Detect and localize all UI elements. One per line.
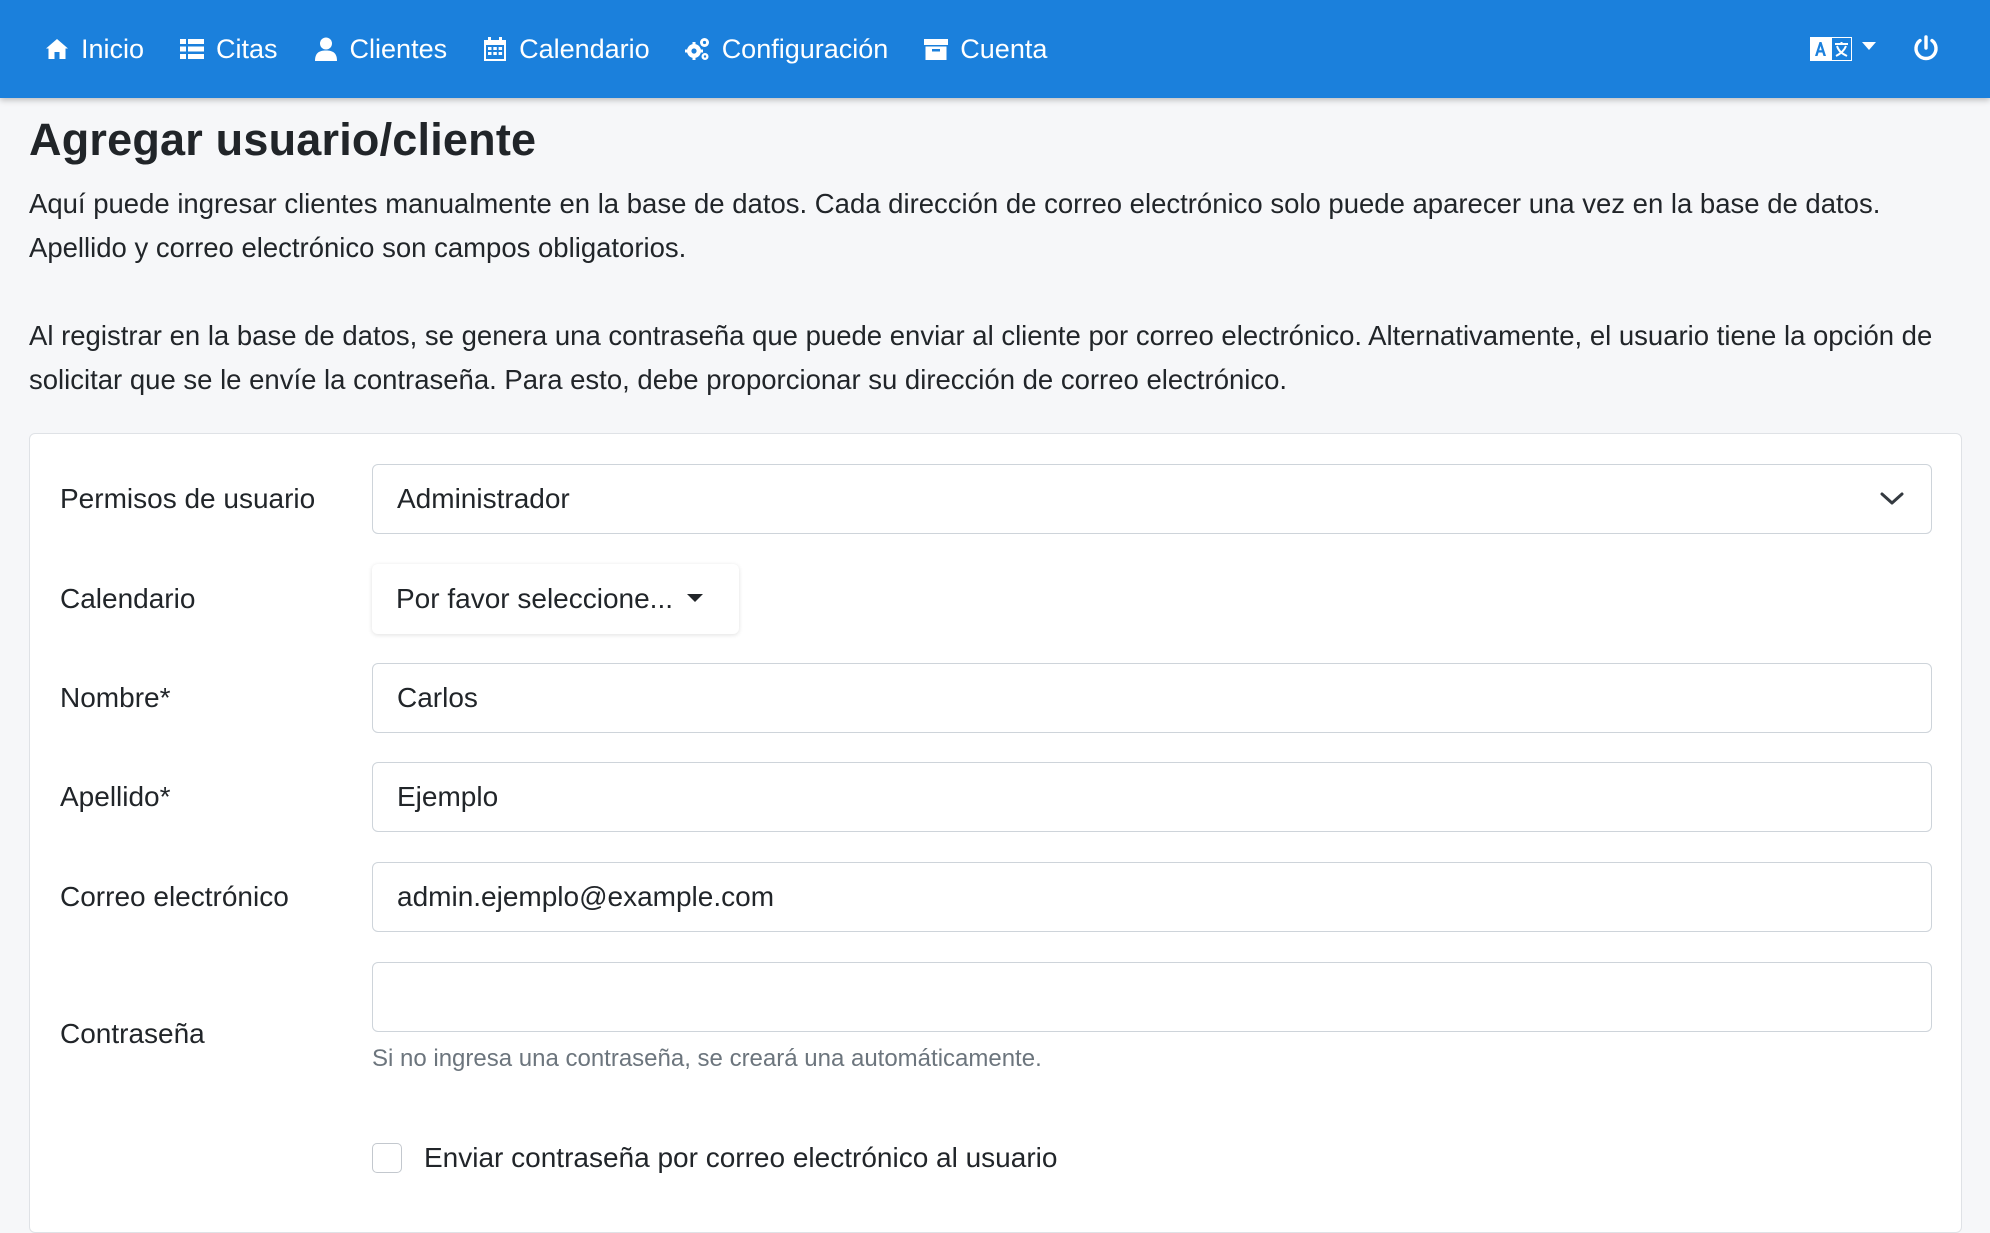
send-password-checkbox[interactable] [372, 1143, 402, 1173]
chevron-down-icon [1879, 491, 1905, 507]
permissions-select[interactable] [372, 464, 1932, 534]
nav-menu [44, 0, 1082, 98]
permissions-selected-value: Administrador [397, 483, 570, 514]
first-name-label: Nombre* [60, 682, 171, 713]
nav-item-label: Calendario [519, 33, 650, 64]
language-dropdown[interactable] [1810, 37, 1876, 61]
nav-item-label: Citas [216, 33, 278, 64]
caret-down-icon [687, 594, 703, 602]
nav-item-citas[interactable] [179, 34, 278, 65]
list-icon [179, 36, 205, 62]
last-name-label: Apellido* [60, 781, 171, 812]
calendar-selected-value: Por favor seleccione... [396, 583, 674, 614]
nav-item-configuracion[interactable] [685, 34, 889, 65]
archive-icon [923, 36, 949, 62]
user-icon [313, 36, 339, 62]
home-icon [44, 36, 70, 62]
nav-item-label: Configuración [721, 33, 889, 64]
nav-item-clientes[interactable] [313, 34, 448, 65]
chevron-down-icon [1862, 42, 1876, 50]
gears-icon [685, 36, 711, 62]
nav-item-label: Inicio [81, 33, 145, 64]
user-form-card [29, 433, 1962, 1233]
password-label: Contraseña [60, 1018, 205, 1049]
nav-item-label: Cuenta [960, 33, 1048, 64]
nav-item-cuenta[interactable] [923, 34, 1047, 65]
page-title: Agregar usuario/cliente [29, 114, 537, 165]
intro-paragraph: Al registrar en la base de datos, se genera una contraseña que puede enviar al cliente por correo electrónico. Alternativamente, el usuario tiene la opción de solicitar que se le envíe la contraseña. Para esto, debe proporcionar su dirección de correo electrónico. [29, 320, 1933, 395]
intro-paragraph: Aquí puede ingresar clientes manualmente en la base de datos. Cada dirección de correo electrónico solo puede aparecer una vez en la base de datos. Apellido y correo electrónico son campos obligatorios. [29, 188, 1881, 263]
last-name-input[interactable] [372, 762, 1932, 832]
top-navbar [0, 0, 1990, 98]
calendar-dropdown[interactable] [372, 564, 739, 634]
power-icon[interactable] [1912, 35, 1940, 63]
password-input[interactable] [372, 962, 1932, 1032]
email-input[interactable] [372, 862, 1932, 932]
send-password-label: Enviar contraseña por correo electrónico al usuario [424, 1142, 1058, 1173]
nav-item-label: Clientes [349, 33, 448, 64]
main-content [29, 98, 1963, 402]
nav-item-inicio[interactable] [44, 34, 144, 65]
nav-item-calendario[interactable] [482, 34, 650, 65]
calendar-icon [482, 36, 508, 62]
first-name-input[interactable] [372, 663, 1932, 733]
permissions-label: Permisos de usuario [60, 483, 316, 514]
translate-icon [1810, 37, 1852, 61]
nav-right-controls [1810, 35, 1940, 63]
password-help-text: Si no ingresa una contraseña, se creará una automáticamente. [372, 1045, 1042, 1072]
send-password-checkbox-row[interactable] [372, 1142, 1057, 1174]
email-label: Correo electrónico [60, 881, 289, 912]
calendar-label: Calendario [60, 583, 196, 614]
